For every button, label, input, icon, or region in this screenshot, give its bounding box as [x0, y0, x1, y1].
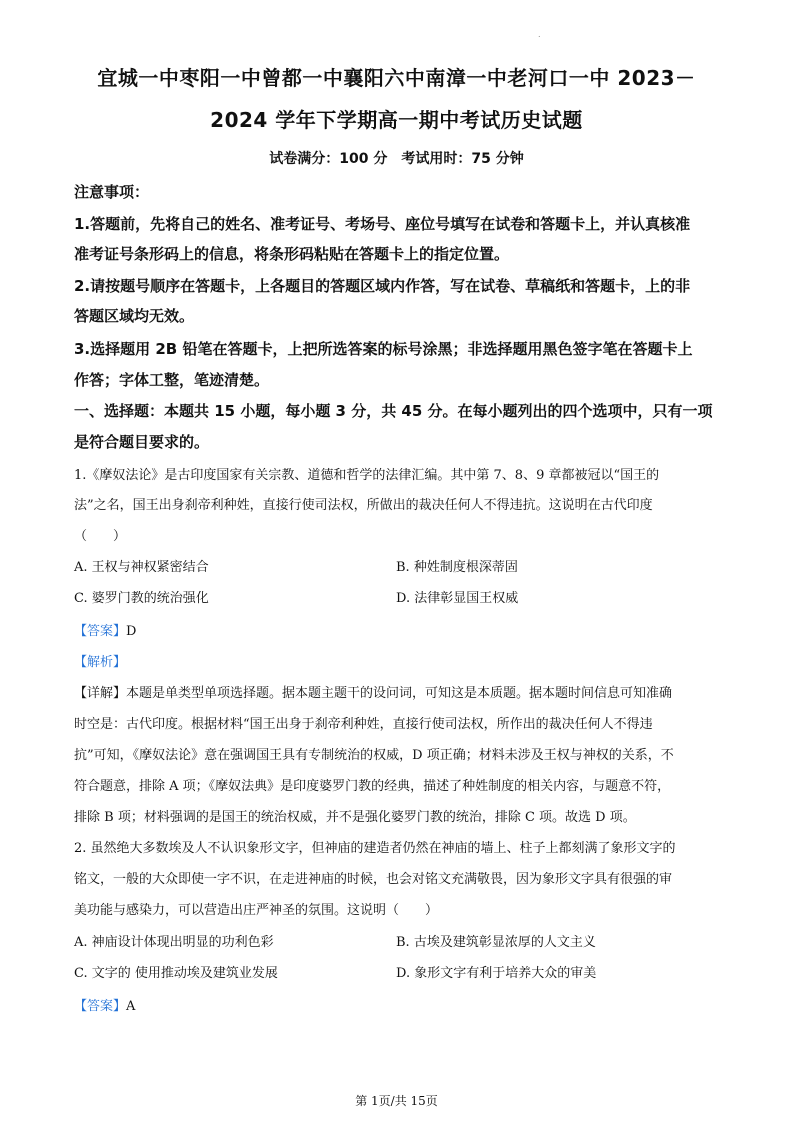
- page-number: 第 1页/共 15页: [355, 1094, 438, 1108]
- notice-line: 准考证号条形码上的信息，将条形码粘贴在答题卡上的指定位置。: [74, 245, 510, 263]
- title-line-1: 宜城一中枣阳一中曾都一中襄阳六中南漳一中老河口一中 2023－: [97, 66, 696, 90]
- q2-option-c: C. 文字的 使用推动埃及建筑业发展: [74, 966, 278, 981]
- q1-option-a: A. 王权与神权紧密结合: [74, 560, 209, 575]
- notice-line: 答题区域均无效。: [74, 307, 195, 325]
- q2-option-d: D. 象形文字有利于培养大众的审美: [396, 966, 597, 981]
- notice-line: 1.答题前，先将自己的姓名、准考证号、考场号、座位号填写在试卷和答题卡上，并认真核准: [74, 215, 691, 233]
- q2-option-b: B. 古埃及建筑彰显浓厚的人文主义: [396, 935, 596, 950]
- q1-detail-line: 排除 B 项；材料强调的是国王的统治权威，并不是强化婆罗门教的统治，排除 C 项。故选 D 项。: [74, 810, 636, 825]
- q1-stem-line: （ ）: [74, 529, 127, 544]
- notice-heading: 注意事项：: [74, 183, 150, 201]
- q2-stem-line: 铭文，一般的大众即使一字不识，在走进神庙的时候，也会对铭文充满敬畏，因为象形文字具有很强的审: [74, 872, 673, 887]
- q1-detail-line: [74, 682, 672, 701]
- answer-value: D: [126, 624, 137, 639]
- notice-line: 3.选择题用 2B 铅笔在答题卡，上把所选答案的标号涂黑；非选择题用黑色签字笔在答题卡上: [74, 340, 693, 358]
- q2-stem-line: 2. 虽然绝大多数埃及人不认识象形文字，但神庙的建造者仍然在神庙的墙上、柱子上都刻满了象形文字的: [74, 841, 676, 856]
- q1-detail-line: 符合题意，排除 A 项；《摩奴法典》是印度婆罗门教的经典，描述了种姓制度的相关内容，与题意不符，: [74, 779, 671, 794]
- q1-analysis: [74, 651, 126, 670]
- section-heading: 是符合题目要求的。: [74, 433, 210, 451]
- q2-stem-line: 美功能与感染力，可以营造出庄严神圣的氛围。这说明（ ）: [74, 903, 439, 918]
- analysis-tag: 【解析】: [74, 655, 127, 670]
- scan-dot: .: [538, 30, 541, 39]
- q1-stem-line: 1.《摩奴法论》是古印度国家有关宗教、道德和哲学的法律汇编。其中第 7、8、9 章都被冠以“国王的: [74, 468, 660, 483]
- notice-line: 2.请按题号顺序在答题卡，上各题目的答题区域内作答，写在试卷、草稿纸和答题卡，上的非: [74, 277, 691, 295]
- answer-tag: 【答案】: [74, 624, 127, 639]
- detail-text: 本题是单类型单项选择题。据本题主题干的设问词，可知这是本质题。据本题时间信息可知准确: [126, 686, 673, 701]
- q1-option-b: B. 种姓制度根深蒂固: [396, 560, 518, 575]
- q1-detail-line: 抗”可知，《摩奴法论》意在强调国王具有专制统治的权威，D 项正确；材料未涉及王权与神权的关系，不: [74, 748, 674, 763]
- answer-tag: 【答案】: [74, 999, 127, 1014]
- q1-answer: [74, 620, 136, 639]
- q2-answer: [74, 995, 135, 1014]
- q1-detail-line: 时空是：古代印度。根据材料“国王出身于刹帝利种姓，直接行使司法权，所作出的裁决任何人不得违: [74, 717, 653, 732]
- notice-line: 作答；字体工整，笔迹清楚。: [74, 371, 270, 389]
- q2-option-a: A. 神庙设计体现出明显的功利色彩: [74, 935, 274, 950]
- answer-value: A: [126, 999, 136, 1014]
- title-line-2: 2024 学年下学期高一期中考试历史试题: [210, 108, 583, 132]
- q1-option-c: C. 婆罗门教的统治强化: [74, 591, 209, 606]
- q1-option-d: D. 法律彰显国王权威: [396, 591, 519, 606]
- exam-subtitle: 试卷满分：100 分 考试用时：75 分钟: [269, 151, 524, 167]
- section-heading: 一、选择题：本题共 15 小题，每小题 3 分，共 45 分。在每小题列出的四个选项中，只有一项: [74, 402, 713, 420]
- detail-tag: 【详解】: [74, 686, 127, 701]
- q1-stem-line: 法”之名，国王出身刹帝利种姓，直接行使司法权，所做出的裁决任何人不得违抗。这说明在古代印度: [74, 498, 653, 513]
